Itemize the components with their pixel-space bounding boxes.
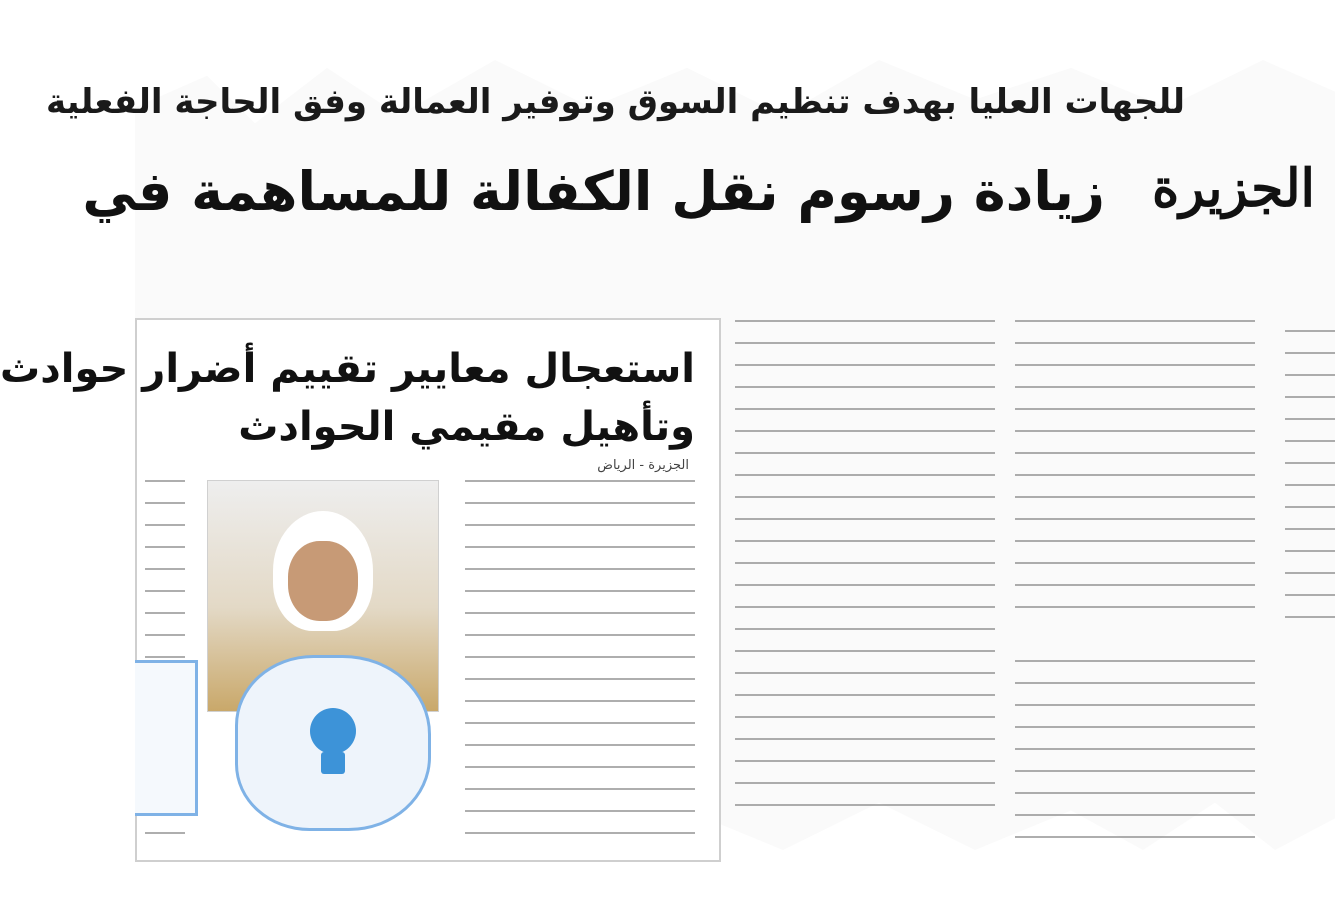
bulb-glass-shape — [310, 708, 356, 754]
main-headline: زيادة رسوم نقل الكفالة للمساهمة في — [82, 160, 1105, 223]
article-column-3 — [735, 320, 995, 820]
sidebar-story — [0, 318, 721, 862]
story-headline-line-2: وتأهيل مقيمي الحوادث — [238, 404, 695, 450]
face-shape — [288, 541, 358, 621]
bulb-base-shape — [321, 752, 345, 774]
article-column-2 — [1015, 320, 1255, 620]
story-column-1 — [465, 480, 695, 840]
story-headline-line-1: استعجال معايير تقييم أضرار حوادث — [0, 346, 695, 392]
story-byline: الجزيرة - الرياض — [597, 458, 689, 473]
story-headline — [0, 340, 695, 456]
article-column-4 — [1015, 660, 1255, 840]
newspaper-masthead: الجزيرة — [1152, 158, 1315, 219]
headline-deck: للجهات العليا بهدف تنظيم السوق وتوفير العمالة وفق الحاجة الفعلية — [46, 82, 1185, 122]
article-column-1 — [1285, 330, 1335, 630]
lightbulb-icon — [235, 655, 431, 831]
site-logo-icon — [135, 660, 198, 816]
